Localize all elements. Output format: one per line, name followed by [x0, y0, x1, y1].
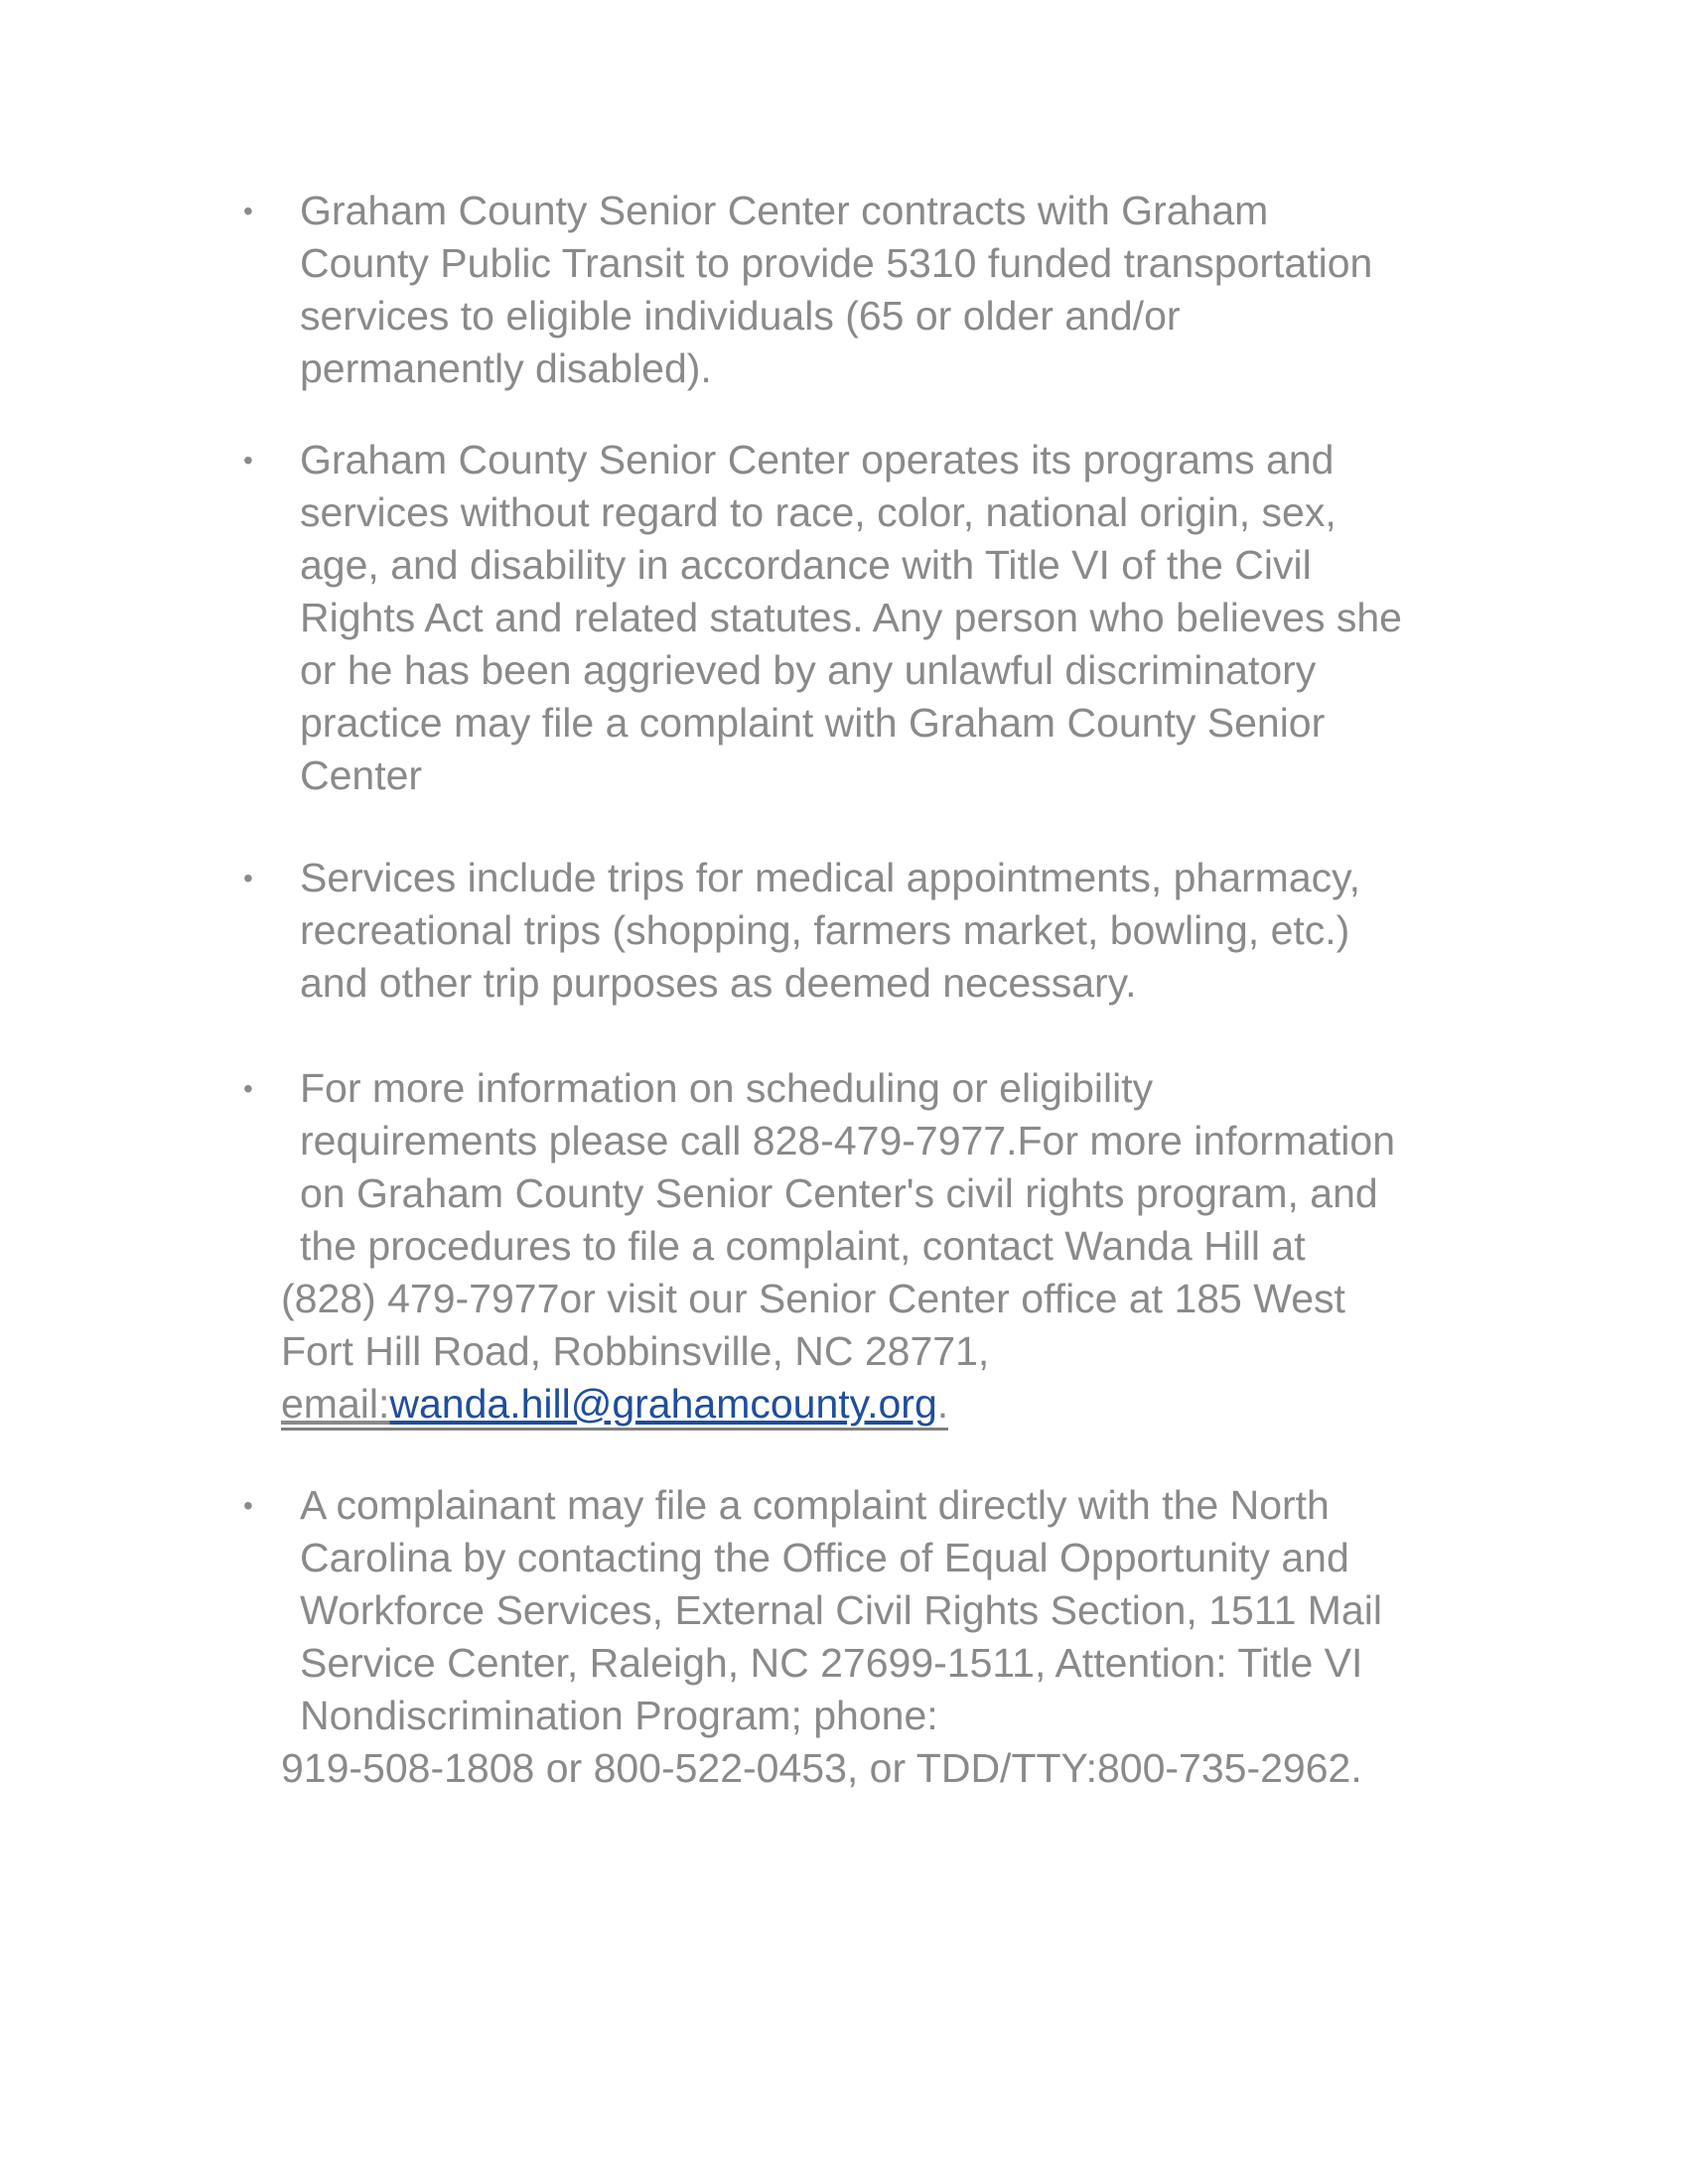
email-trailing-period: . [936, 1381, 949, 1427]
text-line: (828) 479-7977or visit our Senior Center office at 185 West [281, 1276, 1345, 1321]
text-line: 919-508-1808 or 800-522-0453, or TDD/TTY:800-735-2962. [281, 1745, 1362, 1791]
bullet-item-more-information [243, 1062, 1504, 1431]
text-line: practice may file a complaint with Graham County Senior [300, 700, 1326, 746]
text-line: on Graham County Senior Center's civil rights program, and [300, 1170, 1378, 1216]
text-line: For more information on scheduling or eligibility [300, 1065, 1154, 1111]
text-line: Graham County Senior Center operates its programs and [300, 437, 1335, 482]
text-line: Rights Act and related statutes. Any person who believes she [300, 595, 1402, 640]
bullet-icon: • [243, 863, 253, 893]
text-line: services without regard to race, color, national origin, sex, [300, 489, 1336, 535]
text-line: age, and disability in accordance with Title VI of the Civil [300, 542, 1312, 588]
email-label: email: [281, 1381, 390, 1427]
bullet-icon: • [243, 445, 253, 476]
text-line: Graham County Senior Center contracts with Graham [300, 188, 1269, 233]
bullet-item-services [243, 852, 1504, 1010]
bullet-icon: • [243, 1073, 253, 1104]
bullet-item-state-complaint [243, 1479, 1504, 1795]
text-line: County Public Transit to provide 5310 funded transportation [300, 240, 1373, 286]
text-line: Nondiscrimination Program; phone: [300, 1693, 938, 1738]
bullet-item-transit-contract [243, 185, 1504, 395]
email-row [243, 1378, 1504, 1431]
text-line: Center [300, 752, 423, 798]
text-line: Fort Hill Road, Robbinsville, NC 28771, [281, 1328, 990, 1374]
text-line: permanently disabled). [300, 345, 712, 391]
bullet-icon: • [243, 1490, 253, 1521]
text-line: and other trip purposes as deemed necessary. [300, 960, 1137, 1006]
text-line: recreational trips (shopping, farmers market, bowling, etc.) [300, 907, 1350, 953]
text-line: A complainant may file a complaint directly with the North [300, 1482, 1330, 1528]
bullet-icon: • [243, 196, 253, 226]
bullet-item-nondiscrimination [243, 434, 1504, 802]
text-line: Carolina by contacting the Office of Equal Opportunity and [300, 1535, 1349, 1580]
text-line: Workforce Services, External Civil Rights Section, 1511 Mail [300, 1587, 1382, 1633]
text-line: requirements please call 828-479-7977.For more information [300, 1118, 1396, 1163]
email-link[interactable]: wanda.hill@grahamcounty.org [389, 1381, 937, 1427]
text-line: Service Center, Raleigh, NC 27699-1511, Attention: Title VI [300, 1640, 1363, 1686]
text-line: services to eligible individuals (65 or older and/or [300, 293, 1181, 339]
text-line: or he has been aggrieved by any unlawful discriminatory [300, 647, 1317, 693]
text-line: the procedures to file a complaint, contact Wanda Hill at [300, 1223, 1306, 1269]
text-line: Services include trips for medical appointments, pharmacy, [300, 855, 1360, 900]
email-underline [281, 1380, 948, 1431]
